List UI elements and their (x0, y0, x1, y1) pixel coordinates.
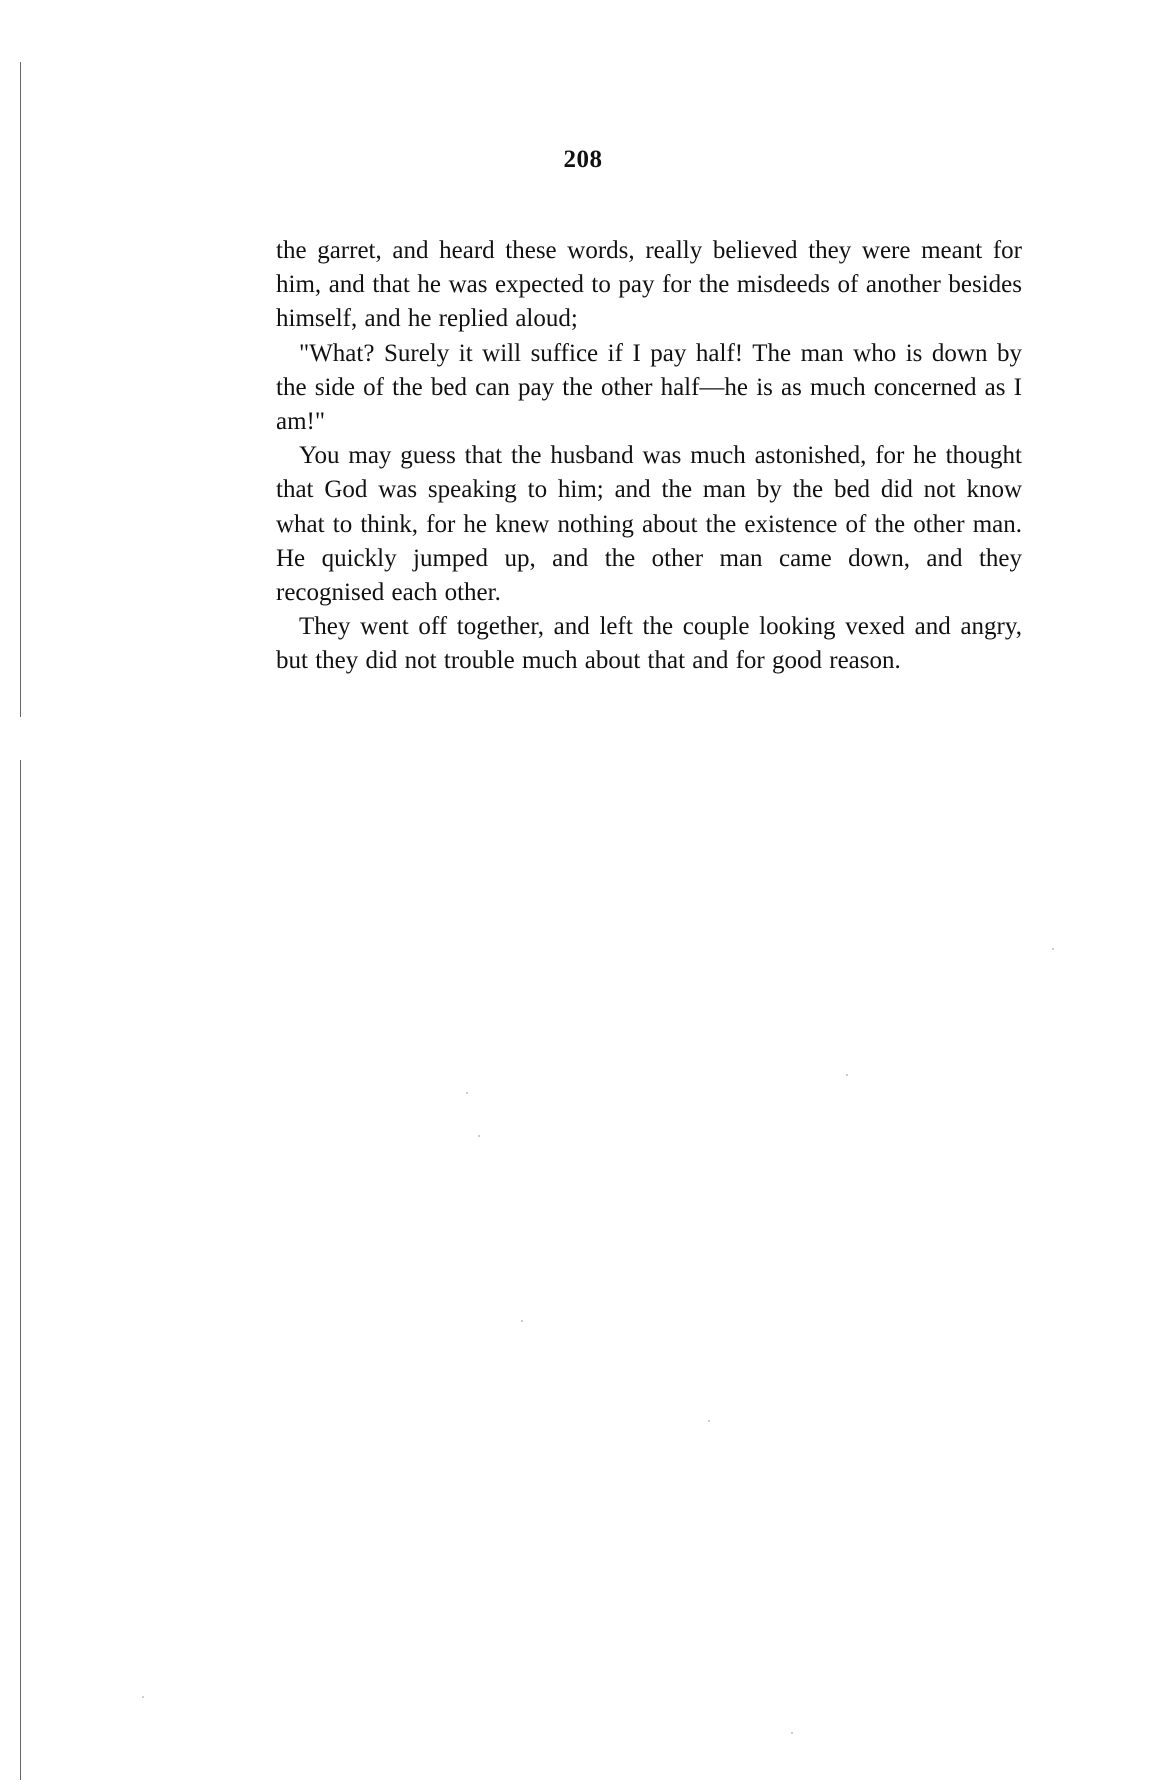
paragraph: They went off together, and left the couple looking vexed and angry, but they did not trouble much about that and for good reason. (276, 613, 1022, 675)
page-number: 208 (563, 146, 603, 173)
paragraph: the garret, and heard these words, really believed they were meant for him, and that he was expected to pay for the misdeeds of another besides himself, and he replied aloud; (276, 237, 1022, 333)
scan-speck (708, 1420, 710, 1422)
paragraph: You may guess that the husband was much astonished, for he thought that God was speaking to him; and the man by the bed did not know what to think, for he knew nothing about the existence of the other man. He quickly jumped up, and the other man came down, and they recognised each other. (276, 442, 1022, 607)
body-text (276, 234, 1022, 679)
scan-speck (466, 1092, 468, 1094)
scan-speck (521, 1320, 523, 1322)
paragraph: "What? Surely it will suffice if I pay half! The man who is down by the side of the bed can pay the other half—he is as much concerned as I am!" (276, 339, 1022, 436)
scan-speck (846, 1074, 848, 1076)
scan-speck (478, 1135, 480, 1137)
scan-speck (791, 1732, 793, 1734)
scan-speck (1052, 948, 1054, 950)
scan-speck (142, 1696, 144, 1698)
scan-edge-line (20, 760, 21, 1780)
